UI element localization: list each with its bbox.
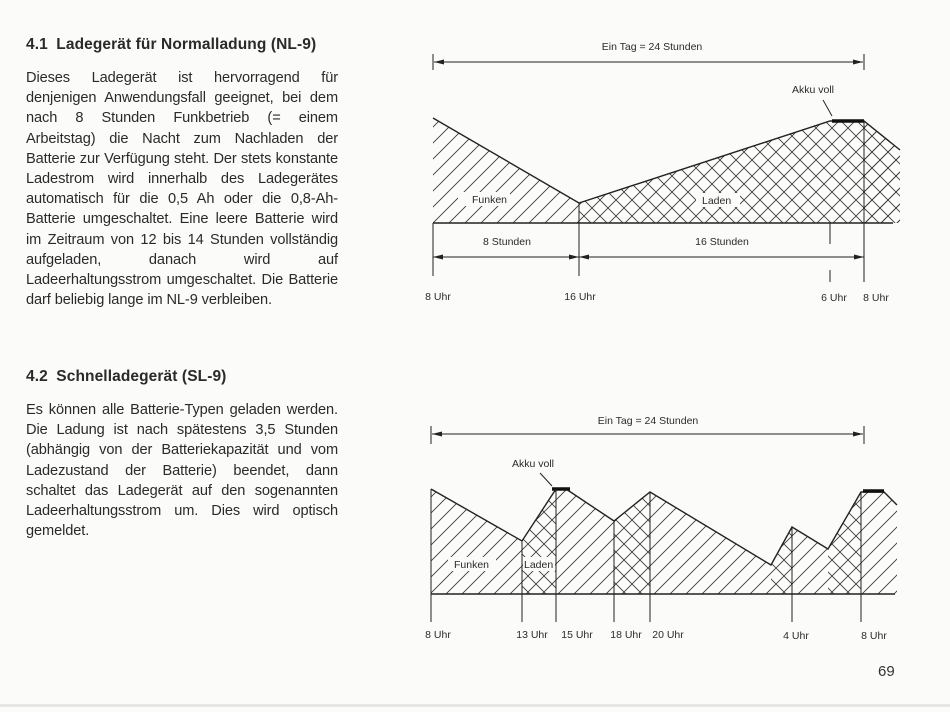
day-span-label: Ein Tag = 24 Stunden	[601, 41, 703, 53]
section-paragraph: Dieses Ladegerät ist hervorragend für denjenigen Anwendungsfall geeignet, bei dem nach 8 Stunden Funkbetrieb (= einem Arbeitstag) die Nacht zum Nachladen der Batterie zur Verfügung steht. Der stets konstante Ladestrom wird innerhalb des Ladegerätes automatisch für die 0,5 Ah oder die 0,8-Ah-Batterie umgeschaltet. Eine leere Batterie wird im Zeitraum von 12 bis 14 Stunden vollständig aufgeladen, danach wird auf Ladeerhaltungsstrom umgeschaltet. Die Batterie darf beliebig lange im NL-9 verbleiben.	[26, 70, 338, 309]
tick-label: 16 Uhr	[564, 291, 596, 303]
section-heading	[26, 368, 338, 386]
discharge-area	[650, 492, 771, 594]
discharge-area	[433, 118, 579, 223]
akku-voll-label: Akku voll	[512, 458, 555, 470]
day-span-label: Ein Tag = 24 Stunden	[597, 415, 699, 427]
arrow-head-right	[853, 432, 863, 437]
funken-label: Funken	[472, 194, 508, 206]
charge-area	[828, 492, 861, 594]
tick-label: 4 Uhr	[783, 630, 809, 642]
arrow-head	[433, 255, 443, 260]
section-number: 4.2	[26, 368, 48, 385]
tick-label: 8 Uhr	[863, 292, 889, 304]
tick-label: 8 Uhr	[861, 630, 887, 642]
akku-voll-label: Akku voll	[792, 84, 835, 96]
funken-label: Funken	[454, 559, 490, 571]
akku-pointer	[823, 100, 832, 116]
arrow-head	[854, 255, 864, 260]
section-number: 4.1	[26, 36, 48, 53]
tail-area	[861, 492, 897, 594]
section-4-1	[26, 36, 338, 310]
page-number: 69	[878, 663, 895, 680]
charge-area	[579, 121, 830, 223]
tick-label: 6 Uhr	[821, 292, 847, 304]
discharge-area	[792, 527, 828, 594]
arrow-head	[579, 255, 589, 260]
tick-label: 20 Uhr	[652, 629, 684, 641]
tick-label: 8 Uhr	[425, 629, 451, 641]
laden-label: Laden	[524, 559, 554, 571]
discharge-area	[431, 489, 522, 594]
charge-area	[522, 489, 556, 594]
akku-pointer	[540, 473, 552, 486]
section-4-2	[26, 368, 338, 541]
section-title: Ladegerät für Normalladung (NL-9)	[56, 36, 317, 53]
tick-label: 18 Uhr	[610, 629, 642, 641]
section-heading	[26, 36, 338, 54]
laden-label: Laden	[702, 195, 732, 207]
charging-diagram-sl9	[420, 406, 910, 646]
duration-label-8h: 8 Stunden	[483, 236, 531, 248]
bottom-rule	[0, 704, 950, 707]
tick-label: 8 Uhr	[425, 291, 451, 303]
arrow-head	[569, 255, 579, 260]
section-paragraph: Es können alle Batterie-Typen geladen werden. Die Ladung ist nach spätestens 3,5 Stunden (abhängig von der Batteriekapazität und vom Ladezustand der Batterie) beendet, dann schaltet das Ladegerät auf den sogenannten Ladeerhaltungsstrom um. Dies wird optisch gemeldet.	[26, 402, 338, 540]
charging-diagram-nl9	[420, 34, 910, 314]
discharge-area	[556, 489, 614, 594]
section-title: Schnelladegerät (SL-9)	[56, 368, 227, 385]
tick-label: 15 Uhr	[561, 629, 593, 641]
arrow-head-left	[434, 60, 444, 65]
duration-label-16h: 16 Stunden	[695, 236, 749, 248]
tick-label: 13 Uhr	[516, 629, 548, 641]
arrow-head-left	[432, 432, 442, 437]
arrow-head-right	[853, 60, 863, 65]
